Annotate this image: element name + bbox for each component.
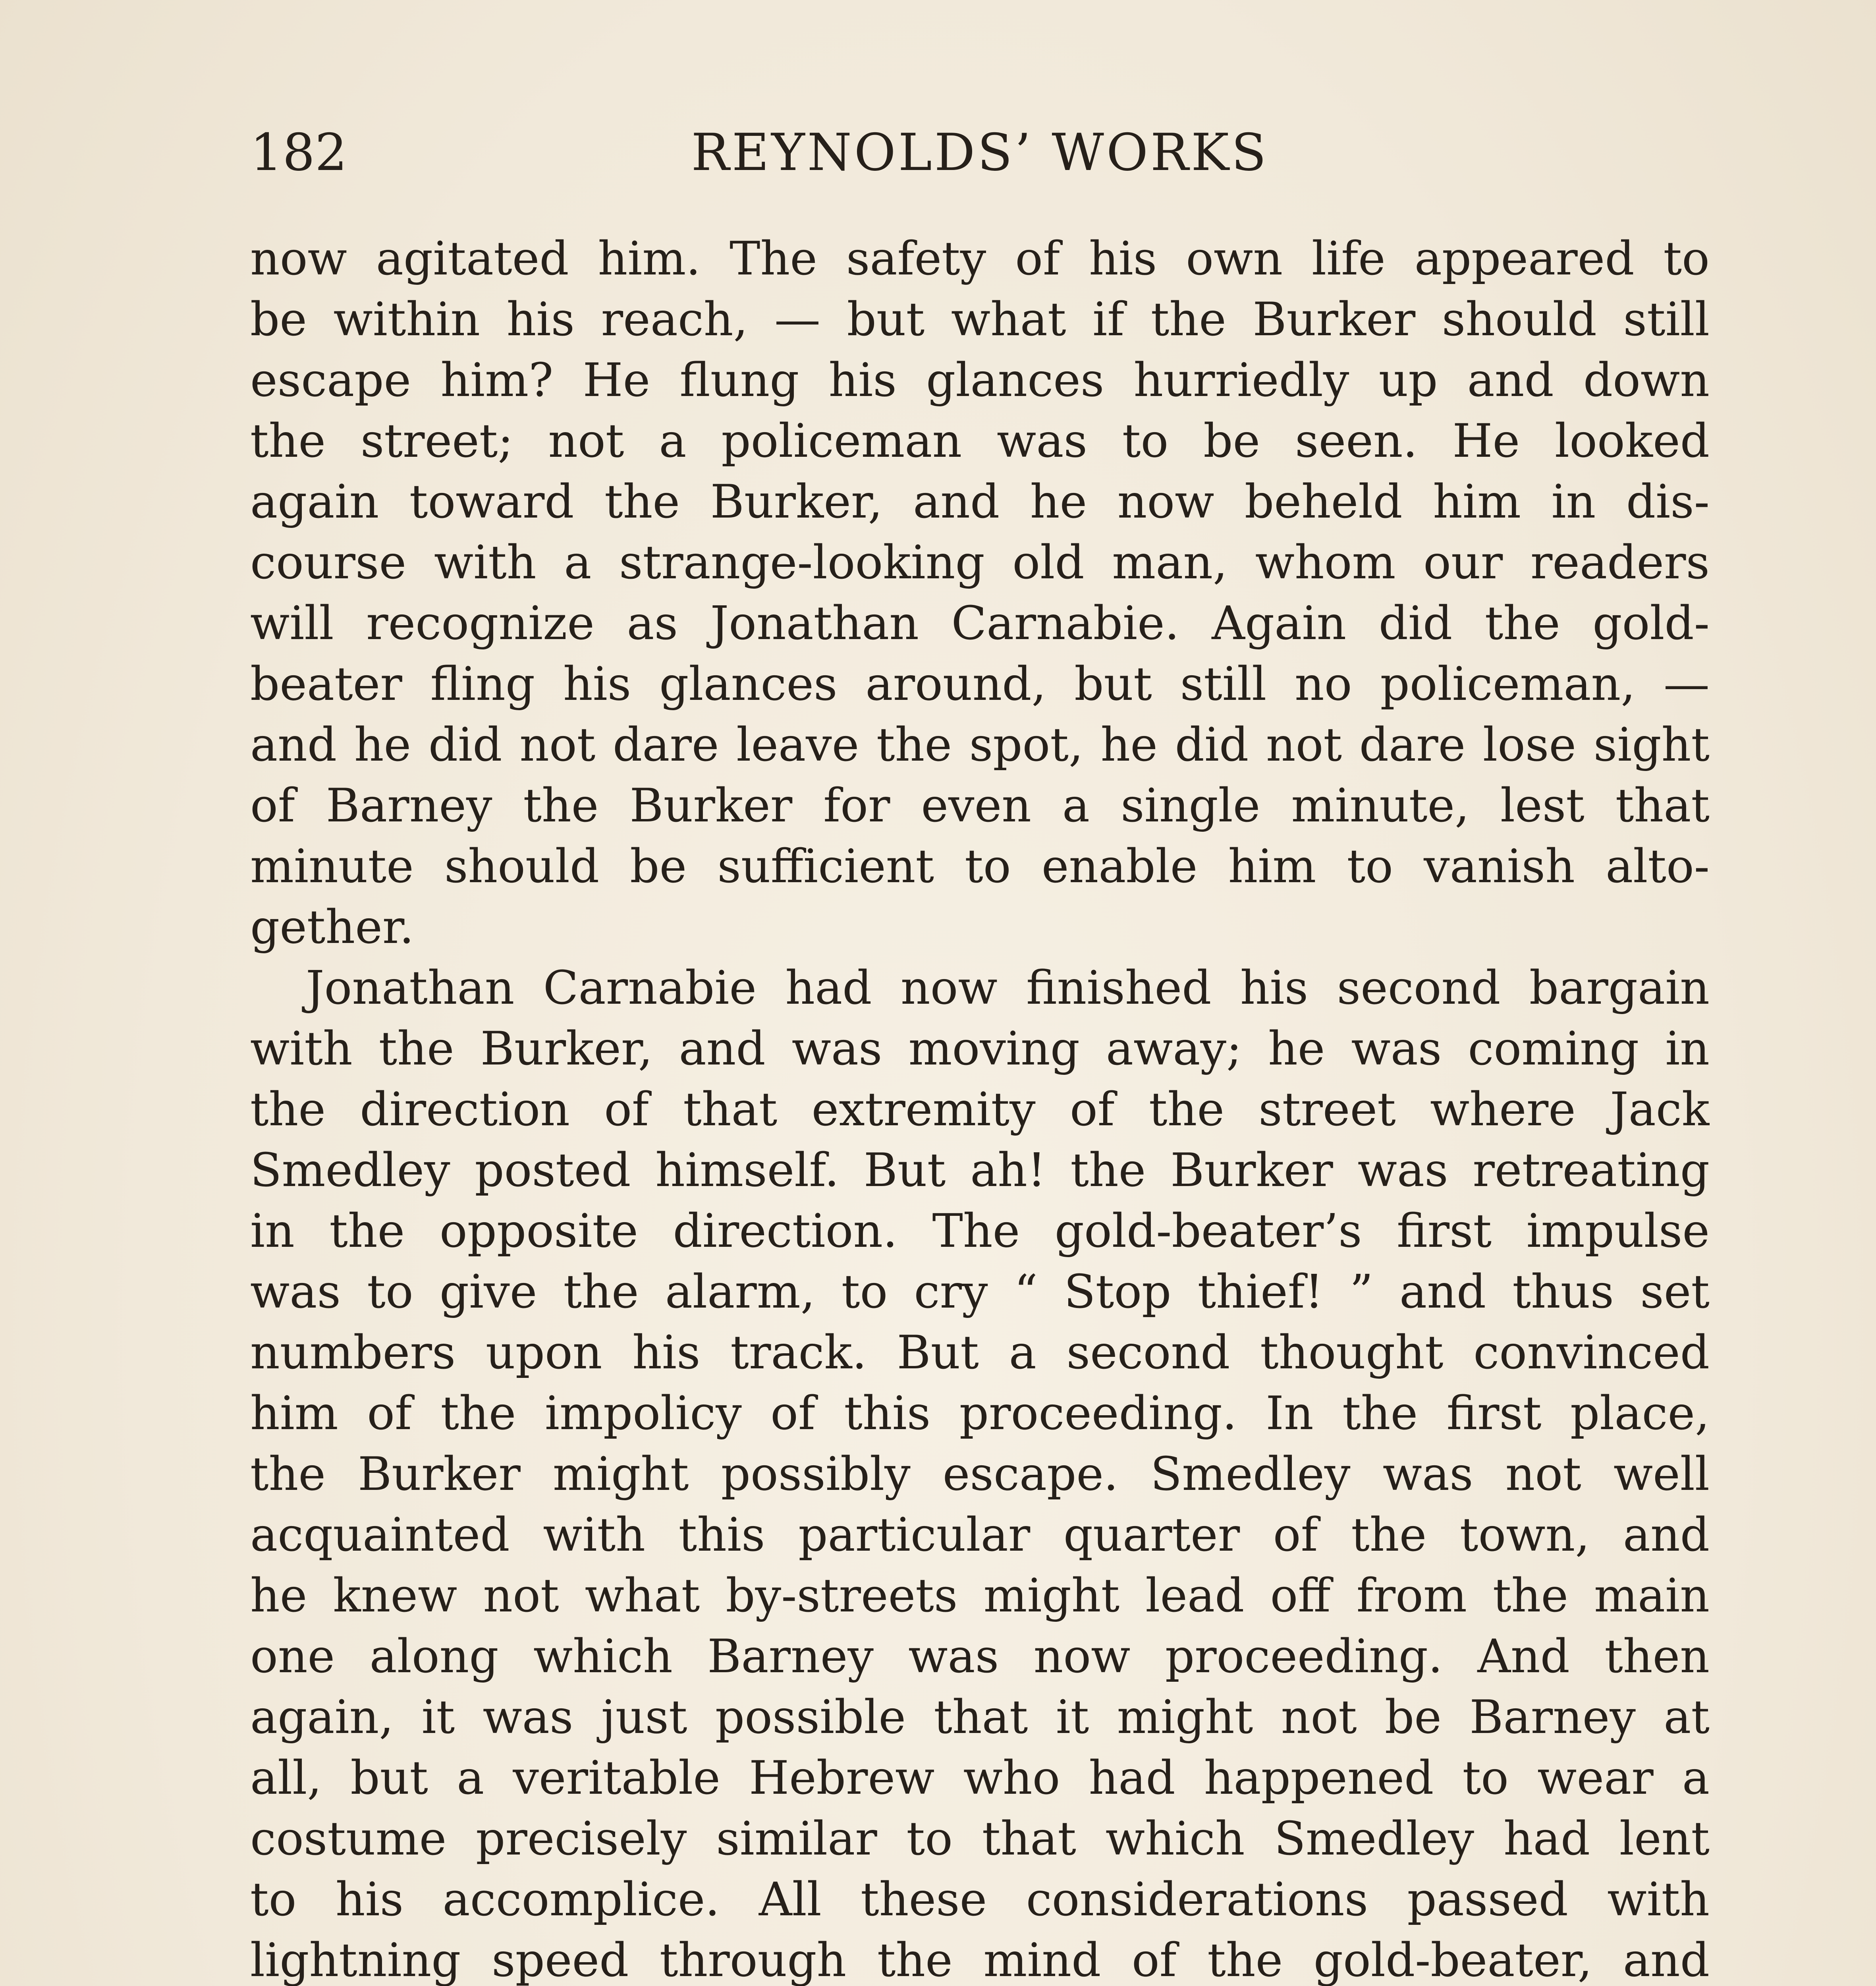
text-line: with the Burker, and was moving away; he was coming in [250,1022,1710,1076]
text-line: to his accomplice. All these considerations passed with [250,1873,1710,1926]
text-line: escape him? He flung his glances hurriedly up and down [250,354,1710,407]
text-line: will recognize as Jonathan Carnabie. Again did the gold- [250,597,1710,650]
text-line: again, it was just possible that it might not be Barney at [250,1690,1710,1744]
page-header [250,119,1710,187]
text-line: Jonathan Carnabie had now finished his second bargain [306,961,1710,1015]
text-line: costume precisely similar to that which Smedley had lent [250,1812,1710,1866]
text-line: course with a strange-looking old man, whom our readers [250,536,1710,589]
text-line: acquainted with this particular quarter of the town, and [250,1508,1710,1562]
text-line: in the opposite direction. The gold-beater’s first impulse [250,1204,1710,1258]
text-line: be within his reach, — but what if the Burker should still [250,293,1710,346]
text-line: lightning speed through the mind of the gold-beater, and [250,1934,1710,1986]
text-line: minute should be sufficient to enable him to vanish alto- [250,840,1710,893]
text-line: of Barney the Burker for even a single minute, lest that [250,779,1710,833]
text-line: was to give the alarm, to cry “ Stop thief! ” and thus set [250,1265,1710,1319]
text-line: one along which Barney was now proceeding. And then [250,1630,1710,1683]
text-line: he knew not what by-streets might lead off from the main [250,1569,1710,1623]
running-title: REYNOLDS’ WORKS [691,123,1269,182]
text-line: now agitated him. The safety of his own life appeared to [250,232,1710,286]
text-line: all, but a veritable Hebrew who had happened to wear a [250,1751,1710,1805]
body-text [250,228,1710,1986]
text-line: the street; not a policeman was to be seen. He looked [250,414,1710,468]
text-line: beater fling his glances around, but still no policeman, — [250,657,1710,711]
text-line: gether. [250,900,414,954]
text-line: numbers upon his track. But a second thought convinced [250,1326,1710,1379]
page-number: 182 [250,123,347,182]
text-line: the Burker might possibly escape. Smedley was not well [250,1447,1710,1501]
text-line: the direction of that extremity of the street where Jack [250,1083,1710,1136]
text-line: again toward the Burker, and he now beheld him in dis- [250,475,1710,529]
text-line: him of the impolicy of this proceeding. In the first place, [250,1387,1710,1440]
text-line: and he did not dare leave the spot, he did not dare lose sight [250,718,1710,772]
text-line: Smedley posted himself. But ah! the Burker was retreating [250,1144,1710,1197]
